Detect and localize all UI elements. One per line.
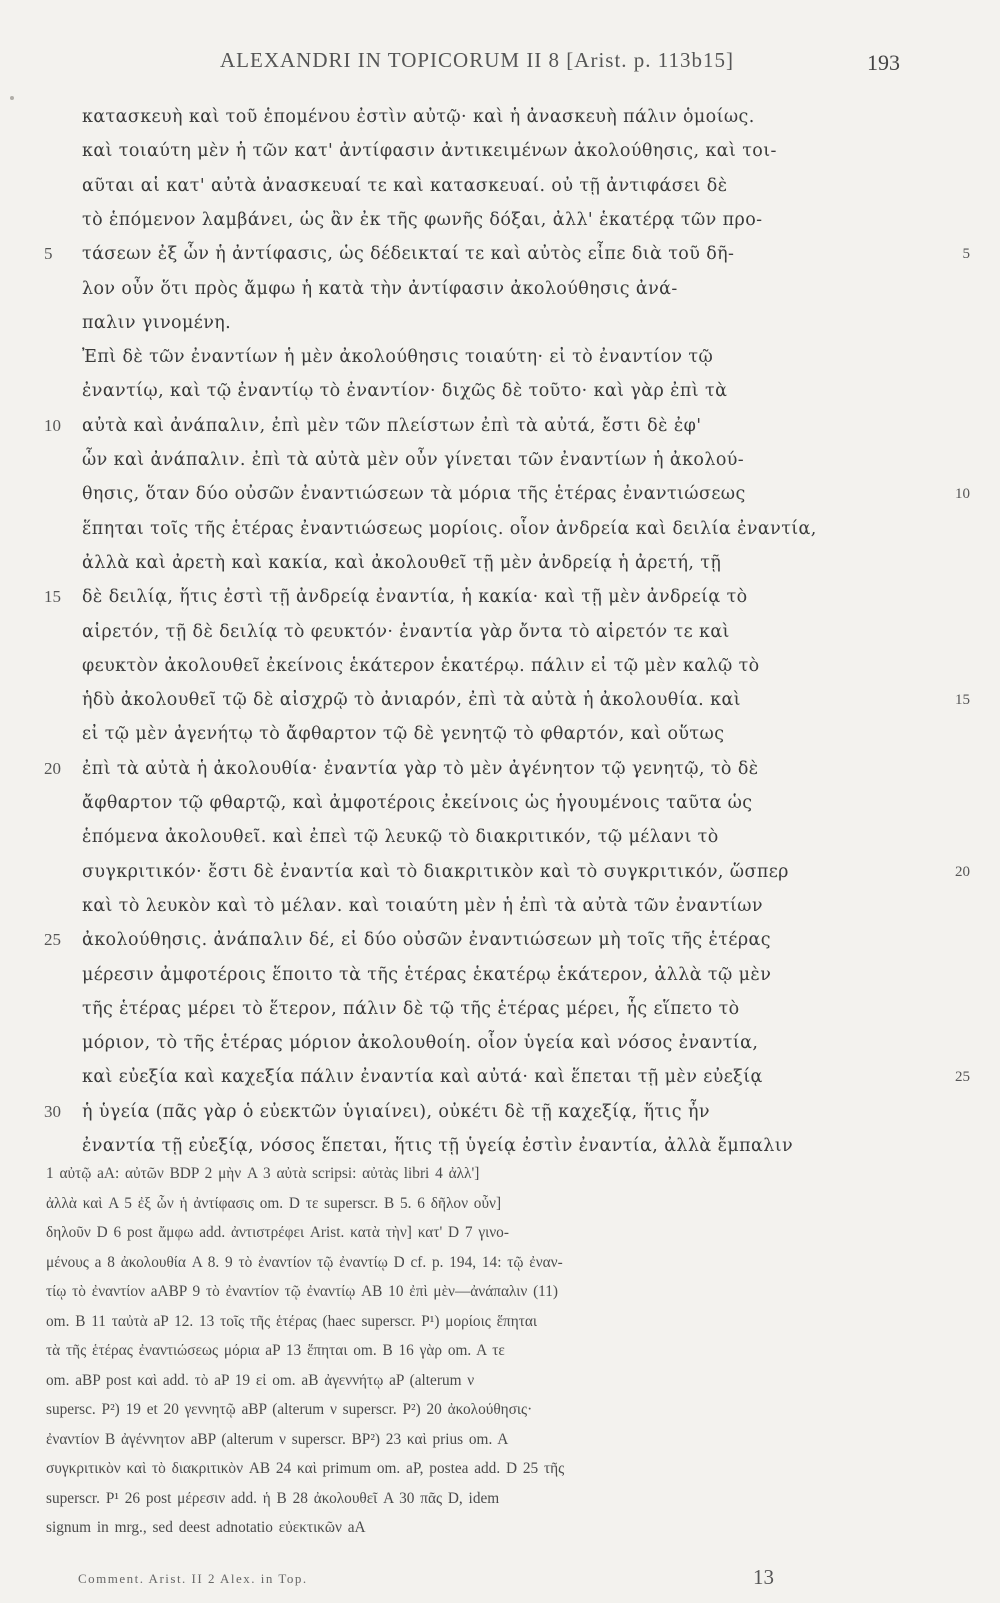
text-line-content: τῆς ἑτέρας μέρει τὸ ἕτερον, πάλιν δὲ τῷ τῆς ἑτέρας μέρει, ἧς εἵπετο τὸ xyxy=(82,998,740,1019)
text-line xyxy=(82,580,900,614)
text-line-content: ὧν καὶ ἀνάπαλιν. ἐπὶ τὰ αὐτὰ μὲν οὖν γίνεται τῶν ἐναντίων ἡ ἀκολού- xyxy=(82,450,745,470)
text-line xyxy=(82,409,900,443)
text-line xyxy=(82,272,900,306)
text-line xyxy=(82,203,900,237)
signature-mark: Comment. Arist. II 2 Alex. in Top. xyxy=(78,1571,308,1586)
text-line xyxy=(82,683,900,717)
line-number-left: 25 xyxy=(44,930,61,950)
page-number: 193 xyxy=(867,50,900,75)
text-line-content: δὲ δειλίᾳ, ἥτις ἐστὶ τῇ ἀνδρείᾳ ἐναντία, ἡ κακία· καὶ τῇ μὲν ἀνδρείᾳ τὸ xyxy=(82,587,748,608)
apparatus-line: signum in mrg., sed deest adnotatio εὐεκτικῶν aA xyxy=(46,1519,366,1536)
line-number-left: 15 xyxy=(44,587,61,607)
text-line-content: τὸ ἑπόμενον λαμβάνει, ὡς ἂν ἐκ τῆς φωνῆς δόξαι, ἀλλ' ἑκατέρᾳ τῶν προ- xyxy=(82,209,763,230)
text-line-content: λον οὖν ὅτι πρὸς ἄμφω ἡ κατὰ τὴν ἀντίφασιν ἀκολούθησις ἀνά- xyxy=(82,278,678,299)
text-line-content: ἑπόμενα ἀκολουθεῖ. καὶ ἐπεὶ τῷ λευκῷ τὸ διακριτικόν, τῷ μέλανι τὸ xyxy=(82,827,719,848)
apparatus-line: ἀλλὰ καὶ A 5 ἐξ ὧν ἡ ἀντίφασις om. D τε superscr. B 5. 6 δῆλον οὖν] xyxy=(46,1194,502,1212)
text-line xyxy=(82,237,900,271)
text-line-content: ἀλλὰ καὶ ἀρετὴ καὶ κακία, καὶ ἀκολουθεῖ τῇ μὲν ἀνδρείᾳ ἡ ἀρετή, τῇ xyxy=(82,552,722,573)
text-line-content: ἐναντίῳ, καὶ τῷ ἐναντίῳ τὸ ἐναντίον· διχῶς δὲ τοῦτο· καὶ γὰρ ἐπὶ τὰ xyxy=(82,381,728,402)
text-line-content: ἀκολούθησις. ἀνάπαλιν δέ, εἰ δύο οὐσῶν ἐναντιώσεων μὴ τοῖς τῆς ἑτέρας xyxy=(82,930,771,951)
running-head: ALEXANDRI IN TOPICORUM II 8 [Arist. p. 113b15] xyxy=(220,48,735,72)
text-line xyxy=(82,546,900,580)
apparatus-line: μένους a 8 ἀκολουθία A 8. 9 τὸ ἐναντίον τῷ ἐναντίῳ D cf. p. 194, 14: τῷ ἐναν- xyxy=(46,1253,563,1271)
apparatus-line: om. aBP post καὶ add. τὸ aP 19 εἰ om. aB ἀγεννήτῳ aP (alterum ν xyxy=(46,1371,475,1389)
text-line xyxy=(82,1060,900,1094)
text-line-content: εἰ τῷ μὲν ἀγενήτῳ τὸ ἄφθαρτον τῷ δὲ γενητῷ τὸ φθαρτόν, καὶ οὕτως xyxy=(82,724,725,745)
text-line-content: αῦται αἱ κατ' αὐτὰ ἀνασκευαί τε καὶ κατασκευαί. οὐ τῇ ἀντιφάσει δὲ xyxy=(82,175,728,196)
text-line xyxy=(82,992,900,1026)
text-line xyxy=(82,717,900,751)
text-line xyxy=(82,889,900,923)
text-line xyxy=(82,820,900,854)
text-line xyxy=(82,443,900,477)
apparatus-line: ἐναντίον B ἀγέννητον aBP (alterum ν superscr. BP²) 23 καὶ prius om. A xyxy=(46,1430,509,1448)
line-number-left: 30 xyxy=(44,1101,61,1121)
page-footer xyxy=(78,1565,908,1595)
text-line xyxy=(82,615,900,649)
text-line-content: αἱρετόν, τῇ δὲ δειλίᾳ τὸ φευκτόν· ἐναντία γὰρ ὄντα τὸ αἱρετόν τε καὶ xyxy=(82,621,730,642)
text-line xyxy=(82,855,900,889)
line-number-right: 25 xyxy=(955,1069,970,1086)
text-line xyxy=(82,512,900,546)
text-line-content: καὶ τοιαύτη μὲν ἡ τῶν κατ' ἀντίφασιν ἀντικειμένων ἀκολούθησις, καὶ τοι- xyxy=(82,141,777,162)
text-line xyxy=(82,1129,900,1163)
text-line-content: ἡδὺ ἀκολουθεῖ τῷ δὲ αἰσχρῷ τὸ ἀνιαρόν, ἐπὶ τὰ αὐτὰ ἡ ἀκολουθία. καὶ xyxy=(82,690,741,711)
text-line-content: τάσεων ἐξ ὧν ἡ ἀντίφασις, ὡς δέδεικταί τε καὶ αὐτὸς εἶπε διὰ τοῦ δῆ- xyxy=(82,244,735,265)
text-line-content: καὶ τὸ λευκὸν καὶ τὸ μέλαν. καὶ τοιαύτη μὲν ἡ ἐπὶ τὰ αὐτὰ τῶν ἐναντίων xyxy=(82,895,763,916)
text-line xyxy=(82,306,900,340)
apparatus-line: τὰ τῆς ἑτέρας ἐναντιώσεως μόρια aP 13 ἕπηται om. B 16 γὰρ om. A τε xyxy=(46,1342,505,1359)
gathering-number: 13 xyxy=(753,1565,774,1589)
line-number-right: 15 xyxy=(955,692,970,709)
apparatus-line: 1 αὐτῷ aA: αὐτῶν BDP 2 μὴν A 3 αὐτὰ scripsi: αὐτὰς libri 4 ἀλλ'] xyxy=(46,1165,480,1182)
text-line-content: καὶ εὐεξία καὶ καχεξία πάλιν ἐναντία καὶ αὐτά· καὶ ἕπεται τῇ μὲν εὐεξίᾳ xyxy=(82,1067,763,1088)
text-line-content: παλιν γινομένη. xyxy=(82,312,232,333)
text-line-content: ἐπὶ τὰ αὐτὰ ἡ ἀκολουθία· ἐναντία γὰρ τὸ μὲν ἀγένητον τῷ γενητῷ, τὸ δὲ xyxy=(82,758,759,779)
text-line xyxy=(82,752,900,786)
line-number-right: 5 xyxy=(962,246,970,263)
text-line-content: ἕπηται τοῖς τῆς ἑτέρας ἐναντιώσεως μορίοις. οἷον ἀνδρεία καὶ δειλία ἐναντία, xyxy=(82,518,817,539)
line-number-left: 20 xyxy=(44,758,61,778)
text-line xyxy=(82,923,900,957)
page-speck xyxy=(10,96,14,100)
text-line xyxy=(82,1026,900,1060)
text-line-content: μόριον, τὸ τῆς ἑτέρας μόριον ἀκολουθοίη. οἷον ὑγεία καὶ νόσος ἐναντία, xyxy=(82,1033,759,1054)
text-line-content: μέρεσιν ἀμφοτέροις ἕποιτο τὰ τῆς ἑτέρας ἑκατέρῳ ἑκάτερον, ἀλλὰ τῷ μὲν xyxy=(82,964,772,985)
apparatus-line: supersc. P²) 19 et 20 γεννητῷ aBP (alterum ν superscr. P²) 20 ἀκολούθησις· xyxy=(46,1401,533,1418)
apparatus-line: δηλοῦν D 6 post ἄμφω add. ἀντιστρέφει Arist. κατὰ τὴν] κατ' D 7 γινο- xyxy=(46,1224,509,1241)
apparatus-line: om. B 11 ταὐτὰ aP 12. 13 τοῖς τῆς ἑτέρας (haec superscr. P¹) μορίοις ἕπηται xyxy=(46,1312,538,1330)
text-line-content: αὐτὰ καὶ ἀνάπαλιν, ἐπὶ μὲν τῶν πλείστων ἐπὶ τὰ αὐτά, ἔστι δὲ ἐφ' xyxy=(82,415,702,436)
line-number-left: 10 xyxy=(44,415,61,435)
line-number-right: 20 xyxy=(955,863,970,880)
line-number-right: 10 xyxy=(955,486,970,503)
apparatus-line: τίῳ τὸ ἐναντίον aABP 9 τὸ ἐναντίον τῷ ἐναντίῳ AB 10 ἐπὶ μὲν—ἀνάπαλιν (11) xyxy=(46,1283,559,1300)
page-header xyxy=(80,44,900,84)
text-line xyxy=(82,134,900,168)
text-line-content: συγκριτικόν· ἔστι δὲ ἐναντία καὶ τὸ διακριτικὸν καὶ τὸ συγκριτικόν, ὥσπερ xyxy=(82,861,789,882)
text-line xyxy=(82,649,900,683)
text-line-content: ἐναντία τῇ εὐεξίᾳ, νόσος ἕπεται, ἥτις τῇ ὑγείᾳ ἐστὶν ἐναντία, ἀλλὰ ἔμπαλιν xyxy=(82,1136,794,1156)
line-number-left: 5 xyxy=(44,244,53,264)
text-line xyxy=(82,1095,900,1129)
text-line-content: Ἐπὶ δὲ τῶν ἐναντίων ἡ μὲν ἀκολούθησις τοιαύτη· εἰ τὸ ἐναντίον τῷ xyxy=(82,347,714,368)
text-line-content: ἄφθαρτον τῷ φθαρτῷ, καὶ ἀμφοτέροις ἐκείνοις ὡς ἡγουμένοις ταῦτα ὡς xyxy=(82,793,753,813)
text-line xyxy=(82,786,900,820)
text-line xyxy=(82,100,900,134)
text-line-content: θησις, ὅταν δύο οὐσῶν ἐναντιώσεων τὰ μόρια τῆς ἑτέρας ἐναντιώσεως xyxy=(82,484,746,505)
text-line-content: ἡ ὑγεία (πᾶς γὰρ ὁ εὐεκτῶν ὑγιαίνει), οὐκέτι δὲ τῇ καχεξίᾳ, ἥτις ἦν xyxy=(82,1101,710,1122)
text-line xyxy=(82,477,900,511)
text-line xyxy=(82,958,900,992)
text-line-content: φευκτὸν ἀκολουθεῖ ἐκείνοις ἑκάτερον ἑκατέρῳ. πάλιν εἰ τῷ μὲν καλῷ τὸ xyxy=(82,655,760,676)
apparatus-line: superscr. P¹ 26 post μέρεσιν add. ἡ B 28 ἀκολουθεῖ A 30 πᾶς D, idem xyxy=(46,1489,500,1507)
text-line xyxy=(82,169,900,203)
text-line xyxy=(82,374,900,408)
text-line-content: κατασκευὴ καὶ τοῦ ἑπομένου ἐστὶν αὐτῷ· καὶ ἡ ἀνασκευὴ πάλιν ὁμοίως. xyxy=(82,107,755,127)
text-line xyxy=(82,340,900,374)
apparatus-line: συγκριτικὸν καὶ τὸ διακριτικὸν AB 24 καὶ primum om. aP, postea add. D 25 τῆς xyxy=(46,1460,565,1477)
